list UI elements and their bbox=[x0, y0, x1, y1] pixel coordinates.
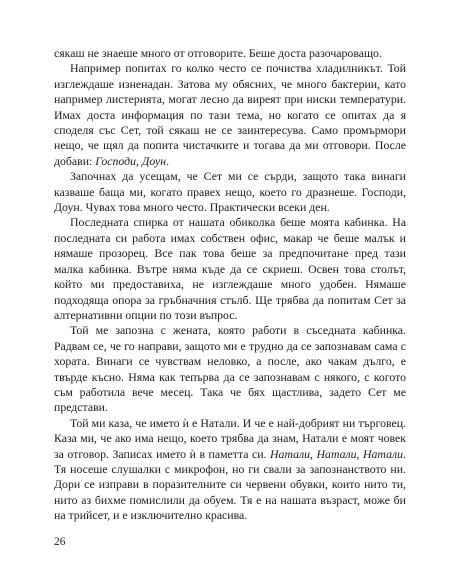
page-number: 26 bbox=[54, 536, 66, 548]
paragraph bbox=[54, 416, 406, 524]
paragraph bbox=[54, 61, 406, 169]
paragraph bbox=[54, 46, 406, 61]
paragraph bbox=[54, 169, 406, 215]
text-run: Например попитах го колко често се почиства хладилникът. Той изглеждаше изненадан. Затова му обясних, че много бактерии, като например листерията, могат лесно да виреят при ниски температури. Имах доста информация по тази тема, но когато се опитах да я споделя със Сет, той сякаш не се заинтересува. Само промърмори нещо, че щял да попита чистачките и тогава да ми отговори. После добави: bbox=[54, 61, 406, 168]
paragraph bbox=[54, 323, 406, 415]
paragraph bbox=[54, 215, 406, 323]
text-run: сякаш не знаеше много от отговорите. Беше доста разочароващо. bbox=[54, 46, 382, 60]
text-run: Последната спирка от нашата обиколка беше моята кабинка. На последната си работа имах собствен офис, макар че беше малък и нямаше прозорец. Все пак това беше за предпочитане пред тази малка кабинка. Вътре няма къде да се скриеш. Освен това столът, който ми предоставиха, не изглеждаше много удобен. Нямаше подходяща опора за гръбначния стълб. Ще трябва да попитам Сет за алтернативни опции по този въпрос. bbox=[54, 215, 406, 322]
text-run: Той ме запозна с жената, която работи в съседната кабинка. Радвам се, че го направи, защото ми е трудно да се запознавам сама с хората. Винаги се чувствам неловко, а после, ако чакам дълго, е твърде късно. Няма как тепърва да се запознавам с някого, с когото съм работила вече месец. Така че бях щастлива, задето Сет ме представи. bbox=[54, 323, 406, 415]
italic-text: Натали, Натали, Натали bbox=[270, 446, 404, 461]
text-run: Започнах да усещам, че Сет ми се сърди, защото така винаги казваше баща ми, когато правех нещо, което го дразнеше. Господи, Доун. Чувах това много често. Практически всеки ден. bbox=[54, 169, 406, 215]
text-run: . Тя носеше слушалки с микрофон, но ги свали за запознанството ни. Дори се изправи в поразителните си червени обувки, които нито ти, нито аз бихме помислили да обуем. Тя е на нашата възраст, може би на трийсет, и е изключително красива. bbox=[54, 446, 406, 523]
text-run: Той ми каза, че името ѝ е Натали. И че е най-добрият ни търговец. Каза ми, че ако има нещо, което трябва да знам, Натали е моят човек за отговор. Записах името ѝ в паметта си. bbox=[54, 415, 406, 461]
body-text bbox=[54, 46, 406, 524]
text-run: . bbox=[166, 153, 170, 168]
italic-text: Господи, Доун bbox=[95, 153, 167, 168]
